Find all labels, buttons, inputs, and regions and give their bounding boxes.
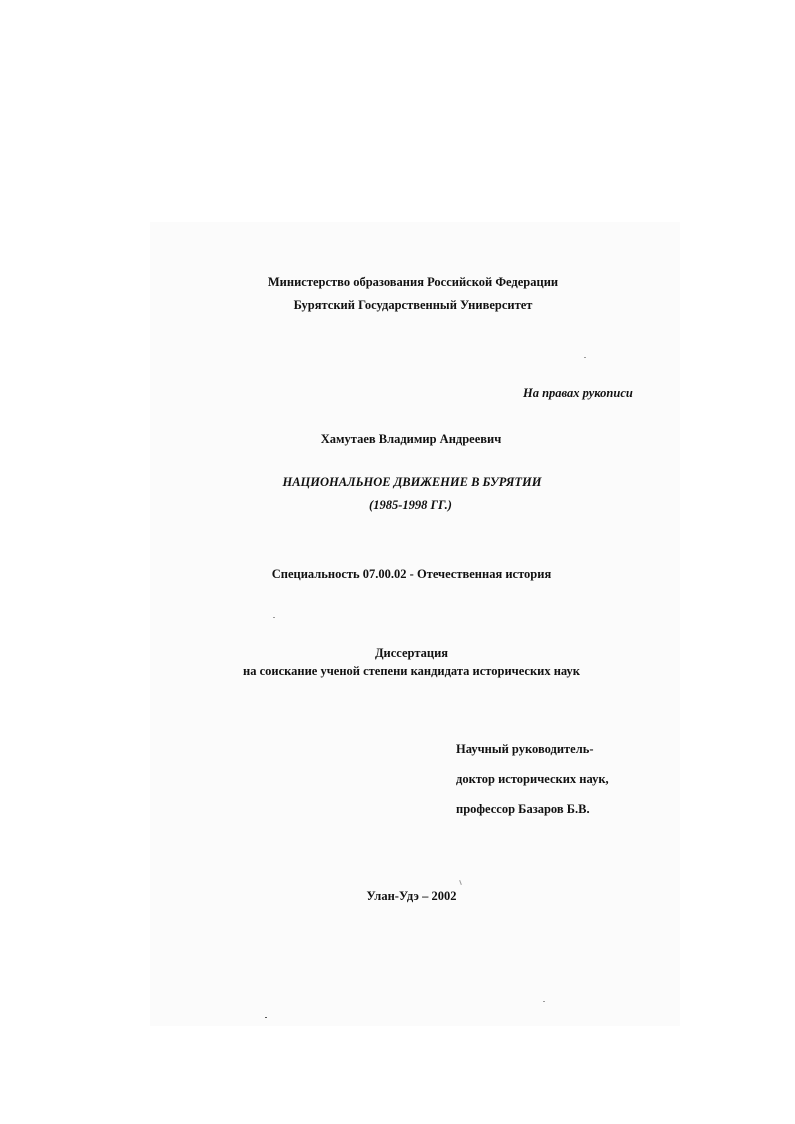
scan-speck xyxy=(265,1017,267,1018)
dissertation-label: Диссертация xyxy=(374,646,449,660)
scan-speck xyxy=(543,1001,545,1002)
supervisor-name: профессор Базаров Б.В. xyxy=(456,802,590,816)
supervisor-degree: доктор исторических наук, xyxy=(456,772,609,786)
author-name: Хамутаев Владимир Андреевич xyxy=(320,432,502,446)
manuscript-rights-note: На правах рукописи xyxy=(523,386,633,400)
dissertation-years: (1985-1998 ГГ.) xyxy=(369,498,452,512)
scan-speck xyxy=(584,357,586,358)
scanned-page-area xyxy=(150,222,680,1026)
specialty-line: Специальность 07.00.02 - Отечественная история xyxy=(271,567,552,581)
place-and-year: Улан-Удэ – 2002 xyxy=(366,889,457,903)
scan-speck xyxy=(273,617,275,618)
university-heading: Бурятский Государственный Университет xyxy=(293,298,533,312)
ministry-heading: Министерство образования Российской Федерации xyxy=(267,275,559,289)
supervisor-role: Научный руководитель- xyxy=(456,742,594,756)
dissertation-title: НАЦИОНАЛЬНОЕ ДВИЖЕНИЕ В БУРЯТИИ xyxy=(282,475,542,489)
dissertation-purpose: на соискание ученой степени кандидата исторических наук xyxy=(243,664,580,678)
